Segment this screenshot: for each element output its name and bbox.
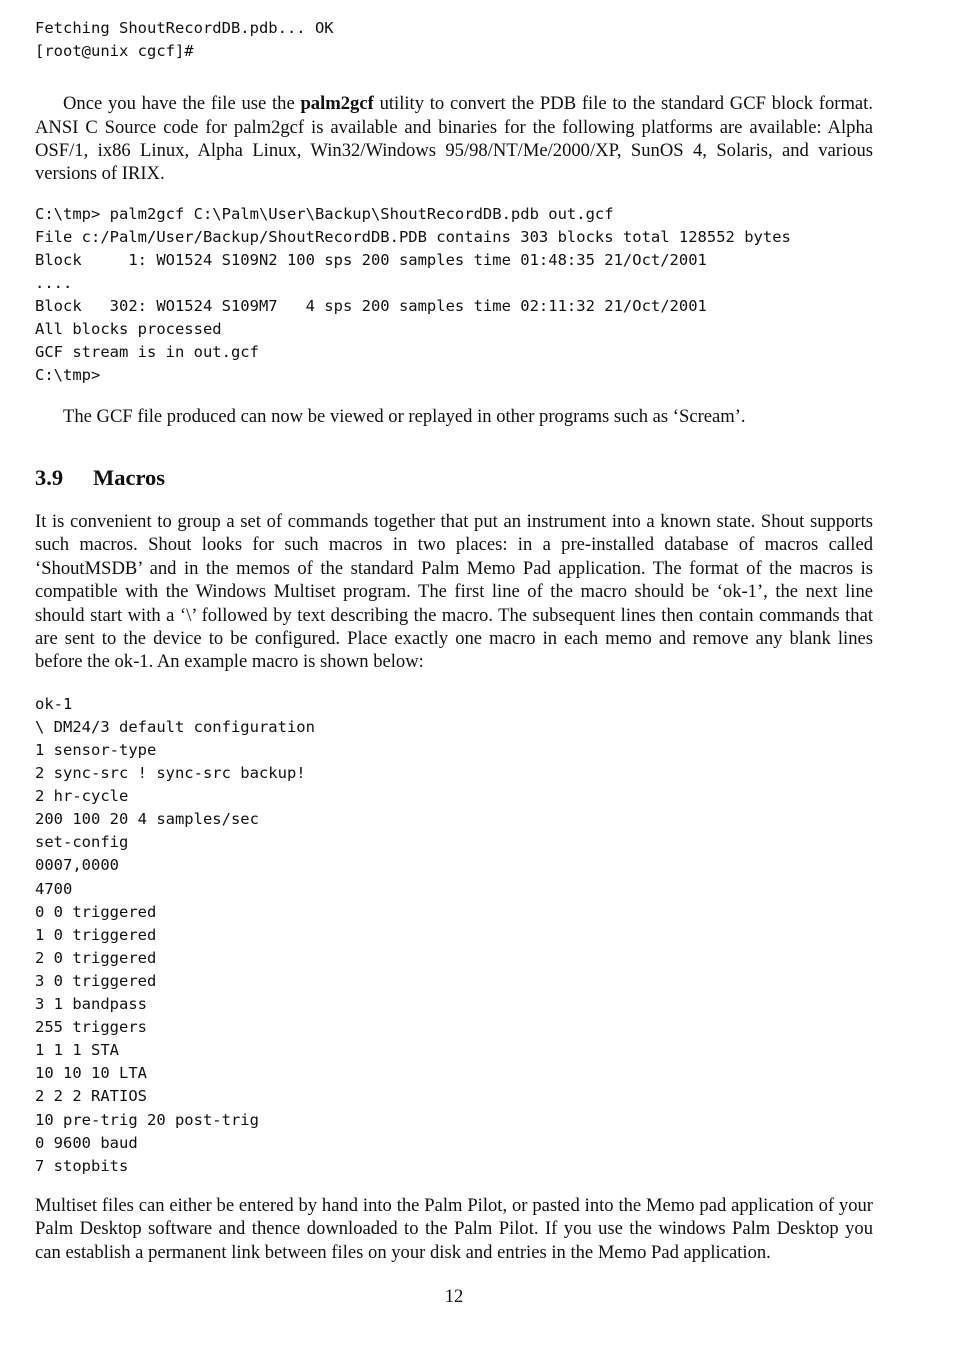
gcf-viewing-paragraph: The GCF file produced can now be viewed or replayed in other programs such as ‘Scream’.	[63, 405, 746, 427]
section-number: 3.9	[35, 464, 64, 490]
macro-example-listing: ok-1 \ DM24/3 default configuration 1 sensor-type 2 sync-src ! sync-src backup! 2 hr-cycle 200 100 20 4 samples/sec set-config 0007,0000 4700 0 0 triggered 1 0 triggered 2 0 triggered 3 0 triggered 3 1 bandpass 255 triggers 1 1 1 STA 10 10 10 LTA 2 2 2 RATIOS 10 pre-trig 20 post-trig 0 9600 baud 7 stopbits	[35, 694, 315, 1175]
section-heading-macros	[35, 464, 873, 492]
palm2gcf-paragraph-intro: Once you have the file use the	[63, 93, 301, 115]
palm2gcf-terminal-session: C:\tmp> palm2gcf C:\Palm\User\Backup\ShoutRecordDB.pdb out.gcf File c:/Palm/User/Backup/ShoutRecordDB.PDB contains 303 blocks total 128552 bytes Block 1: WO1524 S109N2 100 sps 200 samples time 01:48:35 21/Oct/2001 .... Block 302: WO1524 S109M7 4 sps 200 samples time 02:11:32 21/Oct/2001 All blocks processed GCF stream is in out.gcf C:\tmp>	[35, 204, 791, 385]
terminal-fetch-output: Fetching ShoutRecordDB.pdb... OK [root@unix cgcf]#	[35, 19, 334, 61]
palm2gcf-utility-name: palm2gcf	[300, 93, 374, 115]
macros-intro-paragraph: It is convenient to group a set of commands together that put an instrument into a known state. Shout supports such macros. Shout looks for such macros in two places: in a pre-installed database of macros called ‘ShoutMSDB’ and in the memos of the standard Palm Memo Pad application. The format of the macros is compatible with the Windows Multiset program. The first line of the macro should be ‘ok-1’, the next line should start with a ‘\’ followed by text describing the macro. The subsequent lines then contain commands that are sent to the device to be configured. Place exactly one macro in each memo and remove any blank lines before the ok-1. An example macro is shown below:	[35, 510, 873, 673]
page-number: 12	[444, 1286, 464, 1307]
multiset-files-paragraph: Multiset files can either be entered by hand into the Palm Pilot, or pasted into the Memo pad application of your Palm Desktop software and thence downloaded to the Palm Pilot. If you use the windows Palm Desktop you can establish a permanent link between files on your disk and entries in the Memo Pad application.	[35, 1194, 873, 1263]
palm2gcf-paragraph-body: utility to convert the PDB file to the standard GCF block format. ANSI C Source code for palm2gcf is available and binaries for the following platforms are available: Alpha OSF/1, ix86 Linux, Alpha Linux, Win32/Windows 95/98/NT/Me/2000/XP, SunOS 4, Solaris, and various versions of IRIX.	[35, 93, 873, 185]
palm2gcf-paragraph	[35, 92, 873, 186]
document-page	[35, 17, 873, 1264]
section-title: Macros	[93, 464, 166, 490]
